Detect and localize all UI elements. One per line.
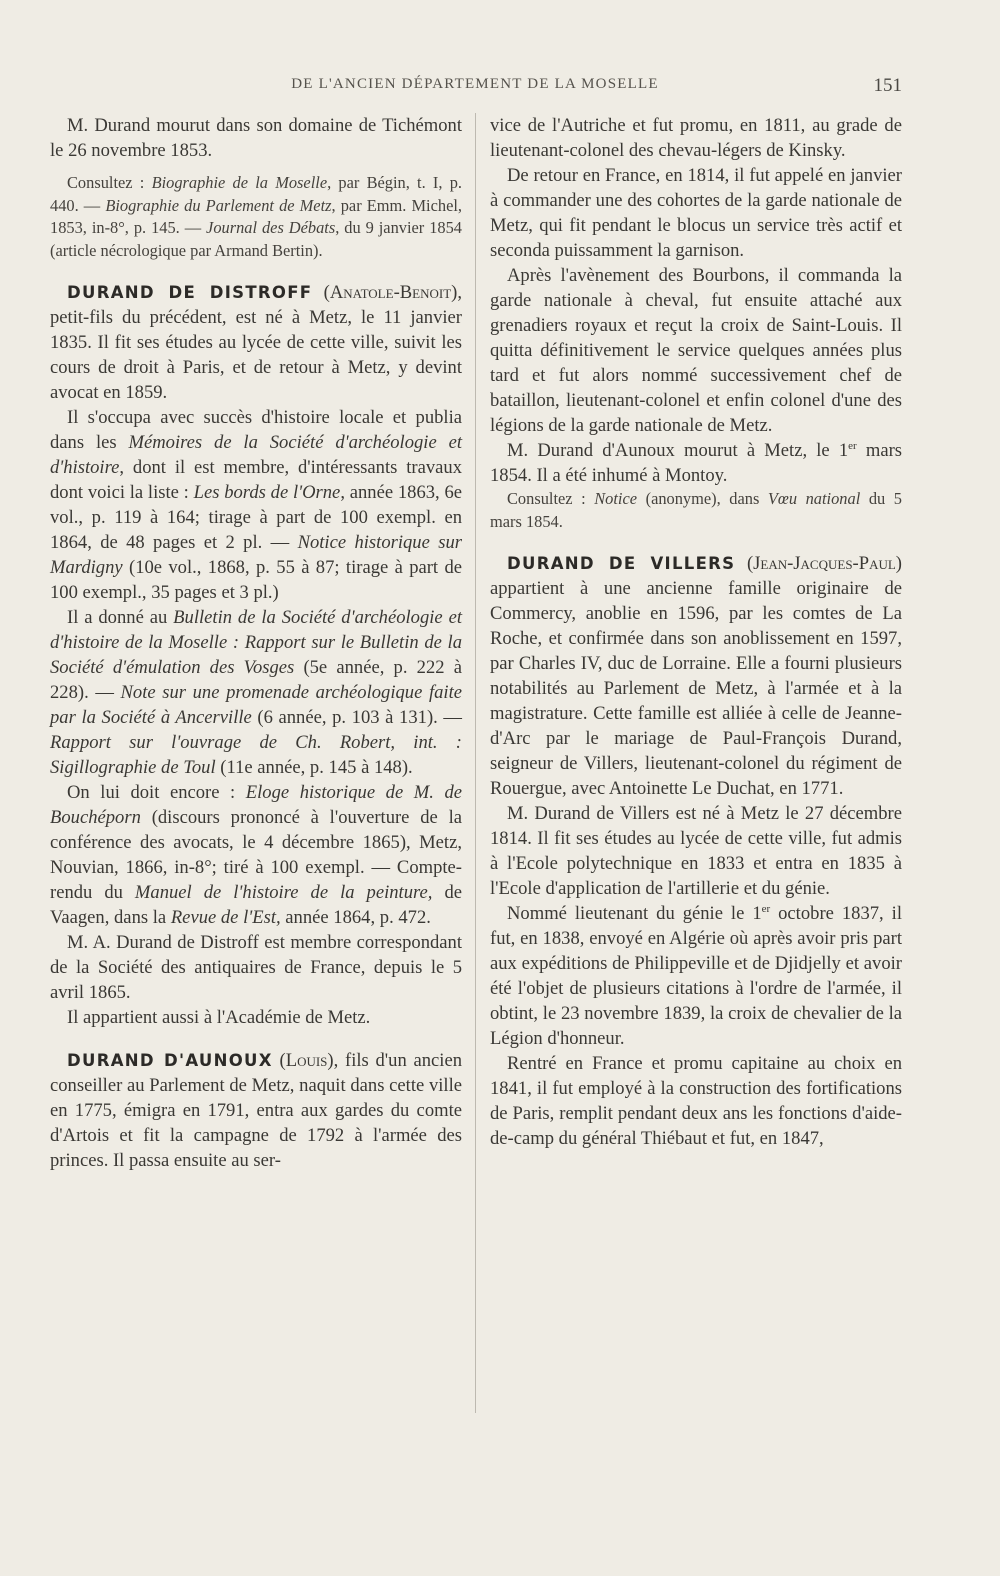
paragraph: Il s'occupa avec succès d'histoire locale et publia dans les Mémoires de la Société d'archéologie et d'histoire, dont il est membre, d'intéressants travaux dont voici la liste : Les bords de l'Orne, année 1863, 6e vol., p. 119 à 164; tirage à part de 100 exempl. en 1864, de 48 pages et 2 pl. — Notice historique sur Mardigny (10e vol., 1868, p. 55 à 87; tirage à part de 100 exempl., 35 pages et 3 pl.) bbox=[50, 407, 462, 604]
entry-name: DURAND DE VILLERS bbox=[507, 554, 736, 574]
entry-durand-de-villers: DURAND DE VILLERS (Jean-Jacques-Paul) appartient à une ancienne famille originaire de Commercy, anoblie en 1596, par les comtes de La Roche, et confirmée dans son anoblissement en 1597, par Charles IV, duc de Lorraine. Elle a fourni plusieurs notabilités au Parlement de Metz, à l'armée et à la magistrature. Cette famille est alliée à celle de Jeanne-d'Arc par le mariage de Paul-François Durand, seigneur de Villers, lieutenant-colonel du régiment de Rouergue, avec Antoinette Le Duchat, en 1771. bbox=[490, 553, 902, 800]
paragraph: Rentré en France et promu capitaine au choix en 1841, il fut employé à la construction des fortifications de Paris, remplit pendant deux ans les fonctions d'aide-de-camp du général Thiébaut et fut, en 1847, bbox=[490, 1053, 902, 1150]
entry-name: DURAND D'AUNOUX bbox=[67, 1051, 273, 1071]
entry-durand-de-distroff: DURAND DE DISTROFF (Anatole-Benoit), petit-fils du précédent, est né à Metz, le 11 janvier 1835. Il fit ses études au lycée de cette ville, suivit les cours de droit à Paris, et de retour à Metz, y devint avocat en 1859. bbox=[50, 282, 462, 404]
paragraph: M. Durand mourut dans son domaine de Tichémont le 26 novembre 1853. bbox=[50, 115, 462, 161]
paragraph: Après l'avènement des Bourbons, il commanda la garde nationale à cheval, fut ensuite attaché aux grenadiers royaux et reçut la croix de Saint-Louis. Il quitta définitivement le service quelques années plus tard et fut alors nommé successivement chef de bataillon, lieutenant-colonel et enfin colonel d'une des légions de la garde nationale de Metz. bbox=[490, 265, 902, 436]
paragraph: vice de l'Autriche et fut promu, en 1811, au grade de lieutenant-colonel des chevau-légers de Kinsky. bbox=[490, 115, 902, 161]
entry-given-names: (Louis) bbox=[272, 1050, 334, 1072]
page-header bbox=[50, 76, 900, 100]
paragraph: M. Durand de Villers est né à Metz le 27 décembre 1814. Il fit ses études au lycée de cette ville, fut admis à l'Ecole polytechnique en 1833 et entra en 1835 à l'Ecole d'application de l'artillerie et du génie. bbox=[490, 803, 902, 900]
paragraph: M. A. Durand de Distroff est membre correspondant de la Société des antiquaires de France, depuis le 5 avril 1865. bbox=[50, 932, 462, 1004]
reference-note: Consultez : Biographie de la Moselle, par Bégin, t. I, p. 440. — Biographie du Parlement de Metz, par Emm. Michel, 1853, in-8°, p. 145. — Journal des Débats, du 9 janvier 1854 (article nécrologique par Armand Bertin). bbox=[50, 173, 463, 260]
entry-given-names: (Anatole-Benoit) bbox=[312, 282, 458, 304]
running-title: DE L'ANCIEN DÉPARTEMENT DE LA MOSELLE bbox=[291, 76, 659, 92]
paragraph: Nommé lieutenant du génie le 1er octobre 1837, il fut, en 1838, envoyé en Algérie où après avoir pris part aux expéditions de Philippeville et de Djidjelly et avoir été l'objet de plusieurs citations à l'ordre de l'armée, il obtint, le 23 novembre 1839, la croix de chevalier de la Légion d'honneur. bbox=[490, 903, 902, 1050]
paragraph: On lui doit encore : Eloge historique de M. de Bouchéporn (discours prononcé à l'ouverture de la conférence des avocats, le 4 décembre 1865), Metz, Nouvian, 1866, in-8°; tiré à 100 exempl. — Compte-rendu du Manuel de l'histoire de la peinture, de Vaagen, dans la Revue de l'Est, année 1864, p. 472. bbox=[50, 782, 462, 929]
paragraph: De retour en France, en 1814, il fut appelé en janvier à commander une des cohortes de la garde nationale de Metz, qui fit pendant le blocus un service très actif et seconda puissamment la garnison. bbox=[490, 165, 902, 261]
entry-name: DURAND DE DISTROFF bbox=[67, 283, 313, 303]
paragraph: M. Durand d'Aunoux mourut à Metz, le 1er mars 1854. Il a été inhumé à Montoy. bbox=[490, 439, 903, 486]
entry-durand-d-aunoux: DURAND D'AUNOUX (Louis), fils d'un ancien conseiller au Parlement de Metz, naquit dans cette ville en 1775, émigra en 1791, entra aux gardes du comte d'Artois et fit la campagne de 1792 à l'armée des princes. Il passa ensuite au ser- bbox=[50, 1050, 462, 1172]
paragraph: Il a donné au Bulletin de la Société d'archéologie et d'histoire de la Moselle : Rapport sur le Bulletin de la Société d'émulation des Vosges (5e année, p. 222 à 228). — Note sur une promenade archéologique faite par la Société à Ancerville (6 année, p. 103 à 131). — Rapport sur l'ouvrage de Ch. Robert, int. : Sigillographie de Toul (11e année, p. 145 à 148). bbox=[50, 607, 462, 779]
left-column bbox=[50, 113, 462, 1173]
page-number: 151 bbox=[873, 75, 902, 96]
entry-given-names: (Jean-Jacques-Paul) bbox=[735, 553, 902, 575]
reference-note: Consultez : Notice (anonyme), dans Vœu national du 5 mars 1854. bbox=[490, 489, 902, 531]
right-column bbox=[490, 113, 902, 1151]
paragraph: Il appartient aussi à l'Académie de Metz. bbox=[67, 1007, 371, 1029]
column-divider bbox=[475, 113, 476, 1413]
